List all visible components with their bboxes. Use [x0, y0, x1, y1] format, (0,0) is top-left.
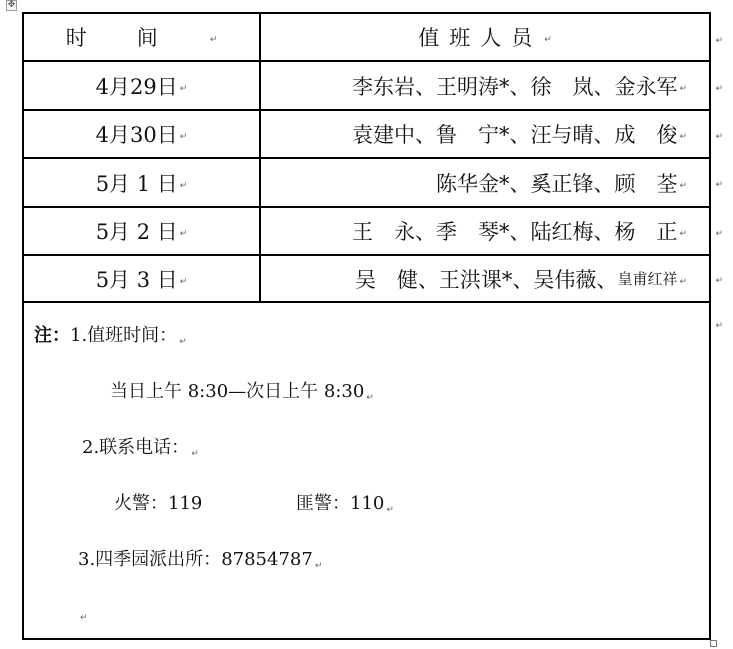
paragraph-mark-icon: ↵	[679, 180, 687, 191]
duty-roster-table	[22, 12, 723, 640]
table-row-date	[24, 208, 259, 254]
note-item3-number: 87854787	[221, 549, 313, 570]
staff-cell: 吴 健、王洪课*、吴伟薇、	[354, 267, 618, 292]
fire-label: 火警：	[114, 493, 168, 514]
note-line-5	[78, 545, 322, 571]
header-time	[24, 14, 259, 60]
end-of-row-mark-icon: ↵	[715, 132, 723, 142]
header-staff-label: 值班人员	[418, 26, 543, 50]
note-line-6	[78, 601, 88, 622]
paragraph-mark-icon: ↵	[544, 35, 552, 45]
end-of-row-mark-icon: ↵	[715, 84, 723, 94]
table-row-staff	[261, 256, 709, 301]
paragraph-mark-icon: ↵	[209, 35, 218, 45]
staff-cell: 陈华金*、奚正锋、顾 荃	[435, 171, 678, 196]
end-of-row-mark-icon: ↵	[715, 229, 723, 239]
date-cell: 5月 3 日	[95, 267, 178, 292]
note-line-1	[34, 321, 187, 347]
date-cell: 5月 2 日	[95, 220, 178, 244]
table-row-staff	[261, 208, 709, 254]
table-row-date	[24, 256, 259, 301]
table-resize-handle[interactable]	[710, 640, 717, 647]
paragraph-mark-icon: ↵	[366, 393, 374, 403]
paragraph-mark-icon: ↵	[179, 229, 188, 239]
table-move-handle-icon[interactable]: ✥	[7, 0, 16, 10]
note-line-2	[110, 377, 374, 403]
table-row-staff	[261, 111, 709, 157]
note-item3-label: 3.四季园派出所：	[78, 549, 222, 570]
notes-prefix: 注：	[34, 325, 70, 346]
table-row-date	[24, 159, 259, 206]
table-row-date	[24, 62, 259, 109]
note-line-4	[114, 489, 202, 515]
paragraph-mark-icon: ↵	[191, 449, 199, 459]
fire-number: 119	[168, 493, 203, 514]
paragraph-mark-icon: ↵	[179, 132, 188, 142]
paragraph-mark-icon: ↵	[314, 561, 323, 571]
date-cell: 5月 1 日	[95, 171, 178, 196]
police-label: 匪警：	[296, 493, 350, 514]
date-cell: 4月30日	[95, 123, 178, 147]
paragraph-mark-icon: ↵	[80, 613, 88, 623]
staff-cell: 李东岩、王明涛*、徐 岚、金永军	[351, 74, 678, 99]
notes-section	[24, 303, 709, 638]
paragraph-mark-icon: ↵	[179, 276, 188, 287]
paragraph-mark-icon: ↵	[679, 229, 687, 239]
end-of-row-mark-icon: ↵	[715, 321, 723, 331]
end-of-row-mark-icon: ↵	[715, 276, 723, 286]
paragraph-mark-icon: ↵	[179, 180, 188, 191]
staff-cell: 王 永、季 琴*、陆红梅、杨 正	[351, 220, 678, 244]
note-item1-title: 1.值班时间：	[70, 325, 178, 346]
paragraph-mark-icon: ↵	[386, 505, 394, 515]
header-staff	[261, 14, 709, 60]
date-cell: 4月29日	[95, 74, 178, 99]
paragraph-mark-icon: ↵	[179, 83, 188, 94]
note-line-4b	[296, 489, 394, 515]
staff-cell: 袁建中、鲁 宁*、汪与晴、成 俊	[351, 123, 678, 147]
paragraph-mark-icon: ↵	[679, 83, 687, 94]
table-row-staff	[261, 62, 709, 109]
note-line-3	[82, 433, 199, 459]
end-of-row-mark-icon: ↵	[715, 36, 723, 46]
table-row-staff	[261, 159, 709, 206]
note-item1-detail: 当日上午 8:30—次日上午 8:30	[110, 381, 365, 402]
paragraph-mark-icon: ↵	[679, 132, 687, 142]
note-item2-title: 2.联系电话：	[82, 437, 190, 458]
header-time-label: 时间	[65, 26, 208, 50]
staff-cell-small: 皇甫红祥	[617, 270, 678, 288]
end-of-row-mark-icon: ↵	[715, 180, 723, 190]
table-row-date	[24, 111, 259, 157]
paragraph-mark-icon: ↵	[679, 276, 687, 287]
police-number: 110	[350, 493, 385, 514]
paragraph-mark-icon: ↵	[179, 337, 187, 347]
